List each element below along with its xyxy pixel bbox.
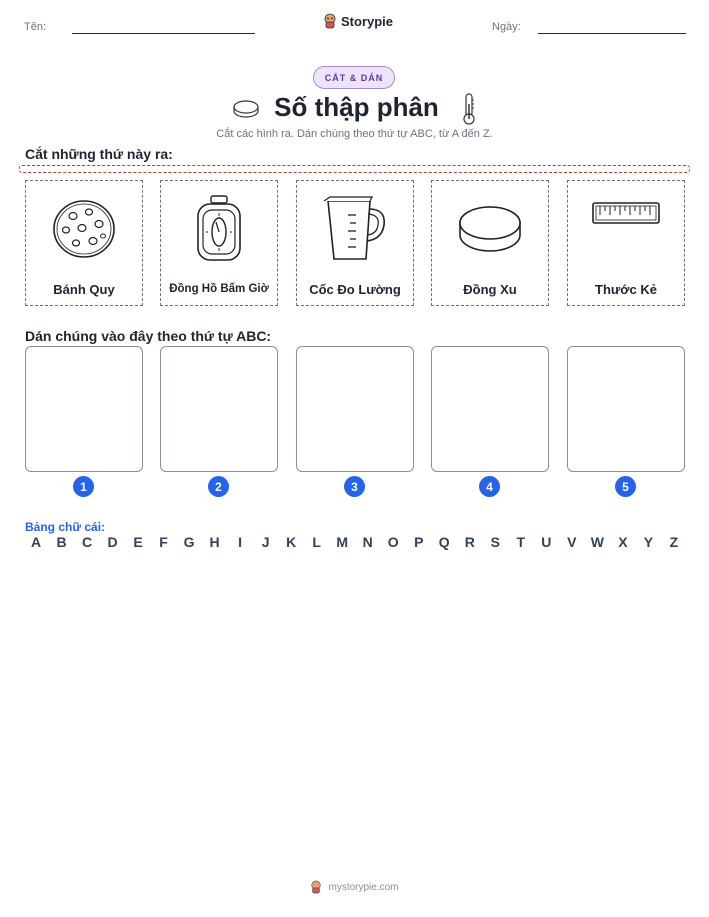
alphabet-letter: F <box>159 534 168 550</box>
alphabet-letter: X <box>618 534 628 550</box>
alphabet-letter: Z <box>669 534 679 550</box>
alphabet-letter: G <box>183 534 195 550</box>
cookie-icon <box>51 198 117 260</box>
number-badge: 3 <box>344 476 365 497</box>
thermometer-icon <box>461 92 477 126</box>
paste-box-2[interactable] <box>160 346 278 472</box>
alphabet-letter: L <box>312 534 321 550</box>
cut-card-coin[interactable] <box>431 180 549 306</box>
paste-section-heading: Dán chúng vào đây theo thứ tự ABC: <box>25 328 272 344</box>
brand-logo <box>323 13 393 29</box>
title-text: Số thập phân <box>274 92 439 122</box>
paste-box-1[interactable] <box>25 346 143 472</box>
storypie-mascot-icon <box>310 880 322 894</box>
activity-tag: CẮT & DÁN <box>313 66 395 89</box>
alphabet-row <box>25 534 685 550</box>
date-label: Ngày: <box>492 21 521 33</box>
measuring-cup-icon <box>320 195 390 263</box>
paste-box-4[interactable] <box>431 346 549 472</box>
alphabet-letter: K <box>286 534 297 550</box>
cut-card-label: Thước Kẻ <box>595 282 657 297</box>
footer <box>0 880 709 894</box>
alphabet-letter: W <box>590 534 604 550</box>
alphabet-letter: J <box>261 534 270 550</box>
alphabet-letter: R <box>464 534 475 550</box>
number-badge: 2 <box>208 476 229 497</box>
coin-icon <box>232 99 260 119</box>
paste-box-5[interactable] <box>567 346 685 472</box>
cut-section-heading: Cắt những thứ này ra: <box>25 146 173 162</box>
alphabet-letter: O <box>387 534 399 550</box>
brand-name: Storypie <box>341 13 394 29</box>
alphabet-letter: C <box>81 534 93 550</box>
cut-card-stopwatch[interactable] <box>160 180 278 306</box>
cut-card-label: Bánh Quy <box>53 282 115 297</box>
alphabet-title: Bảng chữ cái: <box>25 520 106 534</box>
cut-card-measuring-cup[interactable] <box>296 180 414 306</box>
coin-icon <box>457 203 523 255</box>
name-label: Tên: <box>24 21 47 33</box>
alphabet-letter: B <box>56 534 67 550</box>
page-title <box>0 92 709 126</box>
paste-box-3[interactable] <box>296 346 414 472</box>
alphabet-letter: D <box>107 534 118 550</box>
stopwatch-icon <box>193 194 245 264</box>
alphabet-letter: Y <box>643 534 654 550</box>
alphabet-letter: Q <box>438 534 450 550</box>
number-badge: 5 <box>615 476 636 497</box>
alphabet-letter: E <box>133 534 143 550</box>
cut-line <box>19 165 690 173</box>
cut-card-label: Cốc Đo Lường <box>309 282 401 297</box>
alphabet-letter: V <box>567 534 577 550</box>
footer-url[interactable]: mystorypie.com <box>328 881 399 893</box>
alphabet-letter: U <box>541 534 552 550</box>
alphabet-letter: T <box>516 534 526 550</box>
alphabet-letter: A <box>30 534 42 550</box>
alphabet-letter: P <box>414 534 424 550</box>
instructions: Cắt các hình ra. Dán chúng theo thứ tự ABC, từ A đến Z. <box>216 128 493 140</box>
name-line <box>72 33 255 34</box>
storypie-mascot-icon <box>323 13 337 29</box>
ruler-icon <box>591 200 661 226</box>
cut-card-label: Đồng Hồ Bấm Giờ <box>169 283 269 295</box>
cut-card-ruler[interactable] <box>567 180 685 306</box>
number-badge: 1 <box>73 476 94 497</box>
date-line <box>538 33 686 34</box>
alphabet-letter: H <box>209 534 220 550</box>
cut-card-cookie[interactable] <box>25 180 143 306</box>
alphabet-letter: N <box>362 534 373 550</box>
number-badge: 4 <box>479 476 500 497</box>
cut-card-label: Đồng Xu <box>463 282 517 297</box>
alphabet-letter: S <box>490 534 500 550</box>
alphabet-letter: I <box>238 534 243 550</box>
alphabet-letter: M <box>336 534 349 550</box>
